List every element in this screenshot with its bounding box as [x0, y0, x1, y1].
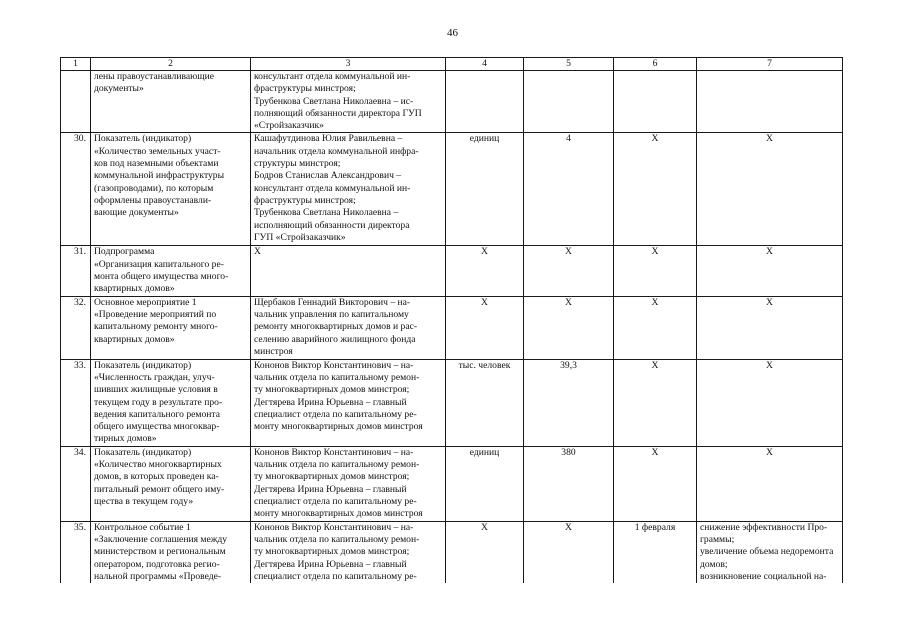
- table-row: [61, 296, 843, 359]
- risk-line: возникновение социальной на-: [700, 570, 827, 582]
- column-header: 4: [446, 58, 524, 71]
- row-number-cell: [61, 446, 91, 521]
- risk-line: Х: [766, 246, 773, 258]
- name-line: вающие документы»: [94, 207, 179, 219]
- page-number: 46: [447, 27, 458, 39]
- target-value: Х: [565, 521, 572, 533]
- deadline-value: Х: [651, 446, 659, 458]
- name-line: (газопроводами), по которым: [94, 182, 214, 194]
- name-line: домов, в которых проведен ка-: [94, 471, 219, 483]
- deadline-value: Х: [651, 133, 659, 145]
- responsible-line: Дегтярева Ирина Юрьевна – главный: [254, 558, 407, 570]
- responsible-cell: [251, 446, 446, 521]
- responsible-line: структуры минстроя;: [254, 158, 341, 170]
- name-line: «Количество земельных участ-: [94, 145, 221, 157]
- column-number-row: [61, 58, 843, 71]
- name-line: «Организация капитального ре-: [94, 258, 224, 270]
- name-line: Показатель (индикатор): [94, 133, 192, 145]
- row-number-cell: [61, 246, 91, 296]
- responsible-cell: [251, 521, 446, 583]
- risk-cell: [697, 246, 843, 296]
- column-header: 3: [251, 58, 446, 71]
- responsible-line: ремонту многоквартирных домов и рас-: [254, 321, 418, 333]
- name-line: монта общего имущества много-: [94, 271, 229, 283]
- column-header: 6: [614, 58, 697, 71]
- responsible-line: специалист отдела по капитальному ре-: [254, 495, 417, 507]
- row-number-cell: [61, 71, 91, 133]
- name-line: «Численность граждан, улуч-: [94, 371, 215, 383]
- name-line: «Заключение соглашения между: [94, 534, 228, 546]
- risk-cell: [697, 133, 843, 246]
- risk-cell: [697, 446, 843, 521]
- row-number-cell: [61, 296, 91, 359]
- column-header: 2: [91, 58, 251, 71]
- row-number-cell: [61, 359, 91, 446]
- deadline-cell: [614, 133, 697, 246]
- target-value: Х: [565, 296, 572, 308]
- responsible-line: монту многоквартирных домов минстроя: [254, 421, 423, 433]
- plan-table: [60, 57, 843, 583]
- responsible-line: фраструктуры минстроя;: [254, 83, 356, 95]
- risk-line: Х: [766, 446, 773, 458]
- name-cell: [91, 521, 251, 583]
- value-cell: [524, 521, 614, 583]
- risk-line: снижение эффективности Про-: [700, 521, 828, 533]
- column-header: 5: [524, 58, 614, 71]
- responsible-line: начальник отдела коммунальной инфра-: [254, 145, 419, 157]
- name-line: министерством и региональным: [94, 546, 226, 558]
- name-line: «Количество многоквартирных: [94, 459, 222, 471]
- name-line: Контрольное событие 1: [94, 521, 191, 533]
- name-cell: [91, 359, 251, 446]
- responsible-cell: [251, 296, 446, 359]
- responsible-line: Кононов Виктор Константинович – на-: [254, 446, 414, 458]
- deadline-cell: [614, 446, 697, 521]
- value-cell: [524, 296, 614, 359]
- name-line: общего имущества многоквар-: [94, 421, 220, 433]
- name-line: щества в текущем году»: [94, 495, 194, 507]
- row-number-cell: [61, 133, 91, 246]
- value-cell: [524, 133, 614, 246]
- name-line: тирных домов»: [94, 433, 157, 445]
- row-number: 34.: [74, 446, 86, 458]
- target-value: 4: [566, 133, 571, 145]
- unit-cell: [446, 133, 524, 246]
- unit-value: единиц: [469, 133, 500, 145]
- responsible-line: чальник отдела по капитальному ремон-: [254, 459, 420, 471]
- name-line: шивших жилищные условия в: [94, 384, 218, 396]
- responsible-line: Бодров Станислав Александрович –: [254, 170, 402, 182]
- risk-cell: [697, 359, 843, 446]
- responsible-line: селению аварийного жилищного фонда: [254, 333, 416, 345]
- responsible-line: минстроя: [254, 345, 293, 357]
- responsible-line: ту многоквартирных домов минстроя;: [254, 471, 410, 483]
- responsible-line: Кононов Виктор Константинович – на-: [254, 521, 414, 533]
- name-line: оператором, подготовка регио-: [94, 558, 220, 570]
- risk-line: граммы;: [700, 534, 735, 546]
- responsible-cell: [251, 133, 446, 246]
- name-line: питальный ремонт общего иму-: [94, 483, 225, 495]
- deadline-cell: [614, 521, 697, 583]
- name-line: текущем году в результате про-: [94, 396, 223, 408]
- row-number: 31.: [74, 246, 86, 258]
- name-line: Показатель (индикатор): [94, 359, 192, 371]
- responsible-line: консультант отдела коммунальной ин-: [254, 71, 411, 82]
- responsible-line: специалист отдела по капитальному ре-: [254, 570, 417, 582]
- name-line: оформлены правоустанавли-: [94, 194, 212, 206]
- name-cell: [91, 296, 251, 359]
- name-line: ведения капитального ремонта: [94, 408, 221, 420]
- name-line: капитальному ремонту много-: [94, 321, 218, 333]
- deadline-value: Х: [651, 296, 659, 308]
- responsible-line: консультант отдела коммунальной ин-: [254, 182, 411, 194]
- row-number: 33.: [74, 359, 86, 371]
- name-cell: [91, 246, 251, 296]
- unit-value: тыс. человек: [458, 359, 511, 371]
- target-value: 380: [561, 446, 576, 458]
- responsible-line: полняющий обязанности директора ГУП: [254, 107, 422, 119]
- row-number-cell: [61, 521, 91, 583]
- value-cell: [524, 246, 614, 296]
- column-header: 1: [61, 58, 91, 71]
- responsible-cell: [251, 359, 446, 446]
- risk-line: Х: [766, 359, 773, 371]
- risk-line: домов;: [700, 558, 728, 570]
- name-line: документы»: [94, 83, 144, 95]
- responsible-line: Трубенкова Светлана Николаевна – ис-: [254, 95, 414, 107]
- deadline-cell: [614, 71, 697, 133]
- row-number: 32.: [74, 296, 86, 308]
- responsible-line: Щербаков Геннадий Викторович – на-: [254, 296, 411, 308]
- row-number: 30.: [74, 133, 86, 145]
- row-number: 35.: [74, 521, 86, 533]
- deadline-value: Х: [651, 246, 659, 258]
- name-line: квартирных домов»: [94, 333, 175, 345]
- name-line: «Проведение мероприятий по: [94, 308, 217, 320]
- name-line: коммунальной инфраструктуры: [94, 170, 225, 182]
- responsible-line: Х: [254, 246, 261, 258]
- unit-value: единиц: [469, 446, 500, 458]
- unit-cell: [446, 446, 524, 521]
- name-cell: [91, 133, 251, 246]
- risk-line: Х: [766, 133, 773, 145]
- deadline-cell: [614, 246, 697, 296]
- responsible-line: Трубенкова Светлана Николаевна –: [254, 207, 399, 219]
- value-cell: [524, 359, 614, 446]
- responsible-cell: [251, 246, 446, 296]
- name-line: квартирных домов»: [94, 283, 175, 295]
- responsible-line: Кононов Виктор Константинович – на-: [254, 359, 414, 371]
- name-line: нальной программы «Проведе-: [94, 570, 222, 582]
- unit-cell: [446, 246, 524, 296]
- target-value: Х: [565, 246, 572, 258]
- unit-cell: [446, 359, 524, 446]
- table-row: [61, 359, 843, 446]
- value-cell: [524, 71, 614, 133]
- responsible-cell: [251, 71, 446, 133]
- table-row: [61, 521, 843, 583]
- responsible-line: ту многоквартирных домов минстроя;: [254, 384, 410, 396]
- responsible-line: чальник отдела по капитальному ремон-: [254, 534, 420, 546]
- table-row: [61, 71, 843, 133]
- unit-value: Х: [481, 296, 488, 308]
- deadline-value: Х: [651, 359, 659, 371]
- value-cell: [524, 446, 614, 521]
- deadline-cell: [614, 296, 697, 359]
- responsible-line: Кашафутдинова Юлия Равильевна –: [254, 133, 403, 145]
- name-line: Показатель (индикатор): [94, 446, 192, 458]
- name-line: Подпрограмма: [94, 246, 155, 258]
- unit-value: Х: [481, 521, 488, 533]
- name-cell: [91, 71, 251, 133]
- unit-cell: [446, 296, 524, 359]
- target-value: 39,3: [560, 359, 577, 371]
- responsible-line: «Стройзаказчик»: [254, 120, 324, 132]
- risk-line: Х: [766, 296, 773, 308]
- column-header: 7: [697, 58, 843, 71]
- responsible-line: фраструктуры минстроя;: [254, 194, 356, 206]
- unit-cell: [446, 521, 524, 583]
- table-row: [61, 446, 843, 521]
- name-line: Основное мероприятие 1: [94, 296, 197, 308]
- responsible-line: чальник управления по капитальному: [254, 308, 409, 320]
- risk-cell: [697, 71, 843, 133]
- name-cell: [91, 446, 251, 521]
- name-line: ков под наземными объектами: [94, 158, 219, 170]
- unit-value: Х: [481, 246, 488, 258]
- responsible-line: исполняющий обязанности директора: [254, 219, 410, 231]
- deadline-cell: [614, 359, 697, 446]
- risk-cell: [697, 521, 843, 583]
- name-line: лены правоустанавливающие: [94, 71, 215, 82]
- responsible-line: монту многоквартирных домов минстроя: [254, 508, 423, 520]
- responsible-line: Дегтярева Ирина Юрьевна – главный: [254, 396, 407, 408]
- responsible-line: чальник отдела по капитальному ремон-: [254, 371, 420, 383]
- table-row: [61, 246, 843, 296]
- risk-line: увеличение объема недоремонта: [700, 546, 834, 558]
- risk-cell: [697, 296, 843, 359]
- deadline-value: 1 февраля: [634, 521, 676, 533]
- unit-cell: [446, 71, 524, 133]
- responsible-line: Дегтярева Ирина Юрьевна – главный: [254, 483, 407, 495]
- responsible-line: ту многоквартирных домов минстроя;: [254, 546, 410, 558]
- responsible-line: специалист отдела по капитальному ре-: [254, 408, 417, 420]
- table-row: [61, 133, 843, 246]
- responsible-line: ГУП «Стройзаказчик»: [254, 231, 346, 243]
